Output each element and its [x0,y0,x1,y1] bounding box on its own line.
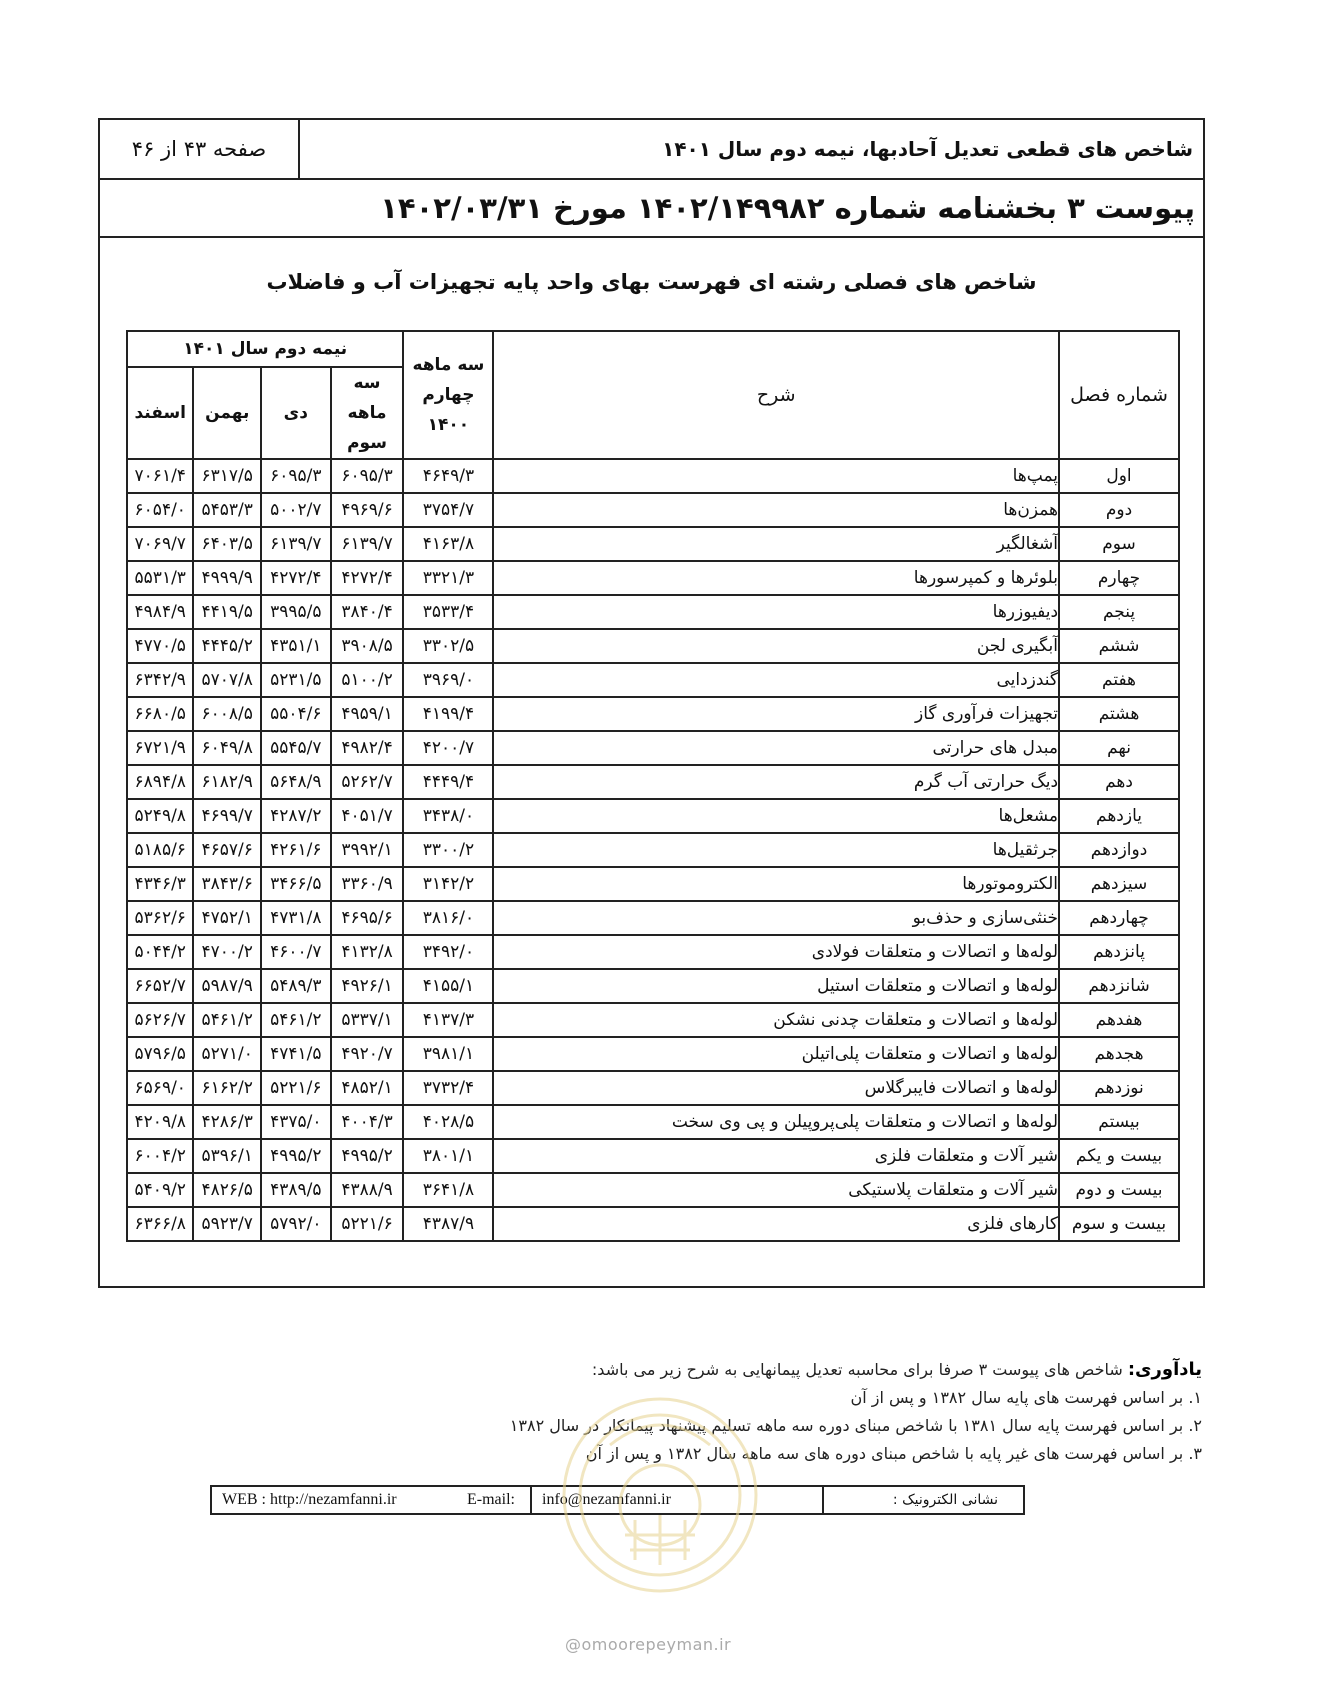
table-row [127,731,1179,765]
row-description: شیر آلات و متعلقات فلزی [493,1139,1059,1173]
row-q4-1400: ۳۹۶۹/۰ [403,663,493,697]
row-q3-1401: ۴۰۵۱/۷ [331,799,404,833]
row-esfand: ۶۸۹۴/۸ [127,765,193,799]
row-bahman: ۴۶۵۷/۶ [193,833,260,867]
row-chapter: چهاردهم [1059,901,1179,935]
row-esfand: ۵۳۶۲/۶ [127,901,193,935]
row-bahman: ۴۶۹۹/۷ [193,799,260,833]
header-dey: دی [261,367,331,459]
row-dey: ۵۴۸۹/۳ [261,969,331,1003]
row-dey: ۴۲۸۷/۲ [261,799,331,833]
row-esfand: ۴۹۸۴/۹ [127,595,193,629]
row-description: دیفیوزرها [493,595,1059,629]
row-dey: ۴۳۷۵/۰ [261,1105,331,1139]
row-dey: ۴۷۳۱/۸ [261,901,331,935]
row-dey: ۴۳۵۱/۱ [261,629,331,663]
table-row [127,663,1179,697]
row-chapter: پانزدهم [1059,935,1179,969]
index-table [126,330,1180,1242]
row-chapter: نوزدهم [1059,1071,1179,1105]
email-label: E-mail: [467,1491,515,1508]
row-chapter: سیزدهم [1059,867,1179,901]
row-q3-1401: ۴۶۹۵/۶ [331,901,404,935]
document-title: شاخص های قطعی تعدیل آحادبها، نیمه دوم سال ۱۴۰۱ [662,137,1193,161]
row-esfand: ۵۴۰۹/۲ [127,1173,193,1207]
row-chapter: هفدهم [1059,1003,1179,1037]
notes-lead: یادآوری: [1127,1359,1202,1380]
row-description: مبدل های حرارتی [493,731,1059,765]
web-address[interactable]: WEB : http://nezamfanni.ir [222,1491,397,1508]
row-q3-1401: ۵۲۶۲/۷ [331,765,404,799]
row-chapter: بیست و دوم [1059,1173,1179,1207]
row-q3-1401: ۴۰۰۴/۳ [331,1105,404,1139]
row-bahman: ۶۰۰۸/۵ [193,697,260,731]
header-esfand: اسفند [127,367,193,459]
row-chapter: هجدهم [1059,1037,1179,1071]
row-bahman: ۵۷۰۷/۸ [193,663,260,697]
row-bahman: ۳۸۴۳/۶ [193,867,260,901]
row-q3-1401: ۵۳۳۷/۱ [331,1003,404,1037]
row-description: دیگ حرارتی آب گرم [493,765,1059,799]
email-address[interactable]: info@nezamfanni.ir [542,1491,671,1508]
contact-divider-2 [822,1487,824,1513]
row-chapter: بیست و یکم [1059,1139,1179,1173]
row-dey: ۳۴۶۶/۵ [261,867,331,901]
row-chapter: نهم [1059,731,1179,765]
table-row [127,799,1179,833]
header-q4-1400 [403,331,493,459]
row-q4-1400: ۴۱۶۳/۸ [403,527,493,561]
row-chapter: پنجم [1059,595,1179,629]
watermark-text: @omoorepeyman.ir [565,1635,732,1654]
header-description: شرح [493,331,1059,459]
table-row [127,1003,1179,1037]
row-q3-1401: ۴۱۳۲/۸ [331,935,404,969]
attachment-row [100,180,1203,238]
row-chapter: هشتم [1059,697,1179,731]
row-dey: ۵۷۹۲/۰ [261,1207,331,1241]
header-q3 [331,367,404,459]
table-row [127,1037,1179,1071]
row-description: همزن‌ها [493,493,1059,527]
row-q3-1401: ۵۱۰۰/۲ [331,663,404,697]
row-bahman: ۴۷۵۲/۱ [193,901,260,935]
row-description: شیر آلات و متعلقات پلاستیکی [493,1173,1059,1207]
row-q3-1401: ۴۹۶۹/۶ [331,493,404,527]
row-q4-1400: ۴۶۴۹/۳ [403,459,493,493]
row-dey: ۵۲۲۱/۶ [261,1071,331,1105]
row-bahman: ۴۲۸۶/۳ [193,1105,260,1139]
header-bahman: بهمن [193,367,260,459]
row-q4-1400: ۳۳۲۱/۳ [403,561,493,595]
header-q4-line2: چهارم ۱۴۰۰ [422,385,475,435]
table-row [127,867,1179,901]
row-description: لوله‌ها و اتصالات و متعلقات چدنی نشکن [493,1003,1059,1037]
row-dey: ۶۱۳۹/۷ [261,527,331,561]
header-chapter: شماره فصل [1059,331,1179,459]
row-q3-1401: ۴۹۲۰/۷ [331,1037,404,1071]
table-row [127,561,1179,595]
row-chapter: اول [1059,459,1179,493]
row-bahman: ۴۸۲۶/۵ [193,1173,260,1207]
row-esfand: ۶۰۵۴/۰ [127,493,193,527]
row-esfand: ۶۰۰۴/۲ [127,1139,193,1173]
row-description: الکتروموتورها [493,867,1059,901]
row-esfand: ۵۷۹۶/۵ [127,1037,193,1071]
row-dey: ۵۲۳۱/۵ [261,663,331,697]
row-chapter: دهم [1059,765,1179,799]
notes-intro: شاخص های پیوست ۳ صرفا برای محاسبه تعدیل پیمانهایی به شرح زیر می باشد: [591,1360,1123,1379]
row-q4-1400: ۳۱۴۲/۲ [403,867,493,901]
table-subtitle: شاخص های فصلی رشته ای فهرست بهای واحد پایه تجهیزات آب و فاضلاب [266,270,1037,294]
row-bahman: ۴۹۹۹/۹ [193,561,260,595]
row-bahman: ۶۱۸۲/۹ [193,765,260,799]
row-q4-1400: ۳۸۰۱/۱ [403,1139,493,1173]
table-row [127,833,1179,867]
row-bahman: ۶۴۰۳/۵ [193,527,260,561]
row-bahman: ۶۱۶۲/۲ [193,1071,260,1105]
row-chapter: بیست و سوم [1059,1207,1179,1241]
row-esfand: ۶۳۴۲/۹ [127,663,193,697]
row-description: کارهای فلزی [493,1207,1059,1241]
row-description: جرثقیل‌ها [493,833,1059,867]
note-item-1: ۱. بر اساس فهرست های پایه سال ۱۳۸۲ و پس از آن [850,1388,1202,1407]
row-dey: ۵۴۶۱/۲ [261,1003,331,1037]
row-chapter: هفتم [1059,663,1179,697]
row-esfand: ۵۰۴۴/۲ [127,935,193,969]
row-description: لوله‌ها و اتصالات و متعلقات استیل [493,969,1059,1003]
row-dey: ۴۷۴۱/۵ [261,1037,331,1071]
row-esfand: ۷۰۶۹/۷ [127,527,193,561]
note-item-2: ۲. بر اساس فهرست پایه سال ۱۳۸۱ با شاخص مبنای دوره سه ماهه تسلیم پیشنهاد پیمانکار در سال ۱۳۸۲ [509,1416,1202,1435]
row-dey: ۵۶۴۸/۹ [261,765,331,799]
row-description: لوله‌ها و اتصالات فایبرگلاس [493,1071,1059,1105]
row-q4-1400: ۳۸۱۶/۰ [403,901,493,935]
row-description: خنثی‌سازی و حذف‌بو [493,901,1059,935]
row-description: تجهیزات فرآوری گاز [493,697,1059,731]
header-q3-line1: سه ماهه [347,373,387,423]
electronic-address-label: نشانی الکترونیک : [892,1492,998,1508]
row-dey: ۵۵۴۵/۷ [261,731,331,765]
header-q4-line1: سه ماهه [412,355,485,375]
row-dey: ۵۵۰۴/۶ [261,697,331,731]
row-dey: ۴۹۹۵/۲ [261,1139,331,1173]
row-dey: ۴۳۸۹/۵ [261,1173,331,1207]
row-bahman: ۵۴۶۱/۲ [193,1003,260,1037]
row-bahman: ۵۳۹۶/۱ [193,1139,260,1173]
note-item-3: ۳. بر اساس فهرست های غیر پایه با شاخص مبنای دوره های سه ماهه سال ۱۳۸۲ و پس از آن [585,1444,1202,1463]
table-row [127,595,1179,629]
row-description: آشغالگیر [493,527,1059,561]
row-q4-1400: ۴۱۳۷/۳ [403,1003,493,1037]
attachment-title: پیوست ۳ بخشنامه شماره ۱۴۰۲/۱۴۹۹۸۲ مورخ ۱۴۰۲/۰۳/۳۱ [380,191,1195,225]
row-esfand: ۷۰۶۱/۴ [127,459,193,493]
row-q3-1401: ۴۸۵۲/۱ [331,1071,404,1105]
row-esfand: ۵۱۸۵/۶ [127,833,193,867]
row-bahman: ۵۹۲۳/۷ [193,1207,260,1241]
row-chapter: یازدهم [1059,799,1179,833]
table-row [127,969,1179,1003]
row-q4-1400: ۴۱۵۵/۱ [403,969,493,1003]
row-dey: ۶۰۹۵/۳ [261,459,331,493]
row-q3-1401: ۴۲۷۲/۴ [331,561,404,595]
row-description: لوله‌ها و اتصالات و متعلقات فولادی [493,935,1059,969]
row-esfand: ۶۵۶۹/۰ [127,1071,193,1105]
row-esfand: ۶۷۲۱/۹ [127,731,193,765]
row-q3-1401: ۴۹۸۲/۴ [331,731,404,765]
row-chapter: شانزدهم [1059,969,1179,1003]
row-q3-1401: ۵۲۲۱/۶ [331,1207,404,1241]
row-q3-1401: ۳۸۴۰/۴ [331,595,404,629]
row-chapter: سوم [1059,527,1179,561]
row-q4-1400: ۳۷۳۲/۴ [403,1071,493,1105]
table-row [127,697,1179,731]
table-row [127,935,1179,969]
row-q4-1400: ۳۶۴۱/۸ [403,1173,493,1207]
row-bahman: ۶۳۱۷/۵ [193,459,260,493]
row-bahman: ۵۹۸۷/۹ [193,969,260,1003]
row-esfand: ۵۲۴۹/۸ [127,799,193,833]
row-dey: ۴۶۰۰/۷ [261,935,331,969]
row-chapter: بیستم [1059,1105,1179,1139]
row-q3-1401: ۳۳۶۰/۹ [331,867,404,901]
row-chapter: چهارم [1059,561,1179,595]
row-bahman: ۶۰۴۹/۸ [193,731,260,765]
row-esfand: ۵۶۲۶/۷ [127,1003,193,1037]
row-q4-1400: ۳۳۰۰/۲ [403,833,493,867]
watermark-logo-icon [550,1385,770,1605]
row-dey: ۴۲۷۲/۴ [261,561,331,595]
table-row [127,1207,1179,1241]
row-q4-1400: ۴۴۴۹/۴ [403,765,493,799]
table-row [127,493,1179,527]
row-bahman: ۴۷۰۰/۲ [193,935,260,969]
table-row [127,1071,1179,1105]
row-q3-1401: ۴۹۵۹/۱ [331,697,404,731]
row-chapter: دوم [1059,493,1179,527]
table-row [127,1173,1179,1207]
row-description: لوله‌ها و اتصالات و متعلقات پلی‌اتیلن [493,1037,1059,1071]
table-row [127,1139,1179,1173]
row-q4-1400: ۳۴۳۸/۰ [403,799,493,833]
row-q4-1400: ۴۲۰۰/۷ [403,731,493,765]
row-q4-1400: ۳۵۳۳/۴ [403,595,493,629]
row-description: بلوئرها و کمپرسورها [493,561,1059,595]
table-row [127,527,1179,561]
row-description: مشعل‌ها [493,799,1059,833]
row-esfand: ۴۳۴۶/۳ [127,867,193,901]
table-row [127,765,1179,799]
row-q3-1401: ۳۹۰۸/۵ [331,629,404,663]
row-q4-1400: ۴۱۹۹/۴ [403,697,493,731]
row-q3-1401: ۴۹۲۶/۱ [331,969,404,1003]
row-bahman: ۴۴۴۵/۲ [193,629,260,663]
row-q4-1400: ۳۴۹۲/۰ [403,935,493,969]
row-q3-1401: ۶۰۹۵/۳ [331,459,404,493]
row-bahman: ۵۲۷۱/۰ [193,1037,260,1071]
row-q4-1400: ۴۳۸۷/۹ [403,1207,493,1241]
row-esfand: ۴۷۷۰/۵ [127,629,193,663]
row-description: لوله‌ها و اتصالات و متعلقات پلی‌پروپیلن و پی وی سخت [493,1105,1059,1139]
row-esfand: ۵۵۳۱/۳ [127,561,193,595]
row-esfand: ۶۳۶۶/۸ [127,1207,193,1241]
row-esfand: ۴۲۰۹/۸ [127,1105,193,1139]
row-bahman: ۴۴۱۹/۵ [193,595,260,629]
row-q3-1401: ۳۹۹۲/۱ [331,833,404,867]
row-chapter: ششم [1059,629,1179,663]
document-frame [98,118,1205,1288]
table-row [127,1105,1179,1139]
row-q3-1401: ۴۹۹۵/۲ [331,1139,404,1173]
row-dey: ۵۰۰۲/۷ [261,493,331,527]
table-row [127,629,1179,663]
header-q3-line2: سوم [347,433,387,453]
row-description: آبگیری لجن [493,629,1059,663]
row-description: پمپ‌ها [493,459,1059,493]
row-dey: ۳۹۹۵/۵ [261,595,331,629]
row-q4-1400: ۳۷۵۴/۷ [403,493,493,527]
row-q4-1400: ۳۹۸۱/۱ [403,1037,493,1071]
row-q4-1400: ۳۳۰۲/۵ [403,629,493,663]
table-row [127,459,1179,493]
header-half2-1401: نیمه دوم سال ۱۴۰۱ [127,331,403,367]
header-row [100,120,1203,180]
row-q4-1400: ۴۰۲۸/۵ [403,1105,493,1139]
row-chapter: دوازدهم [1059,833,1179,867]
page-number: صفحه ۴۳ از ۴۶ [100,120,300,178]
row-dey: ۴۲۶۱/۶ [261,833,331,867]
row-q3-1401: ۴۳۸۸/۹ [331,1173,404,1207]
contact-divider-1 [530,1487,532,1513]
row-description: گندزدایی [493,663,1059,697]
row-esfand: ۶۶۸۰/۵ [127,697,193,731]
table-row [127,901,1179,935]
row-q3-1401: ۶۱۳۹/۷ [331,527,404,561]
row-bahman: ۵۴۵۳/۳ [193,493,260,527]
row-esfand: ۶۶۵۲/۷ [127,969,193,1003]
